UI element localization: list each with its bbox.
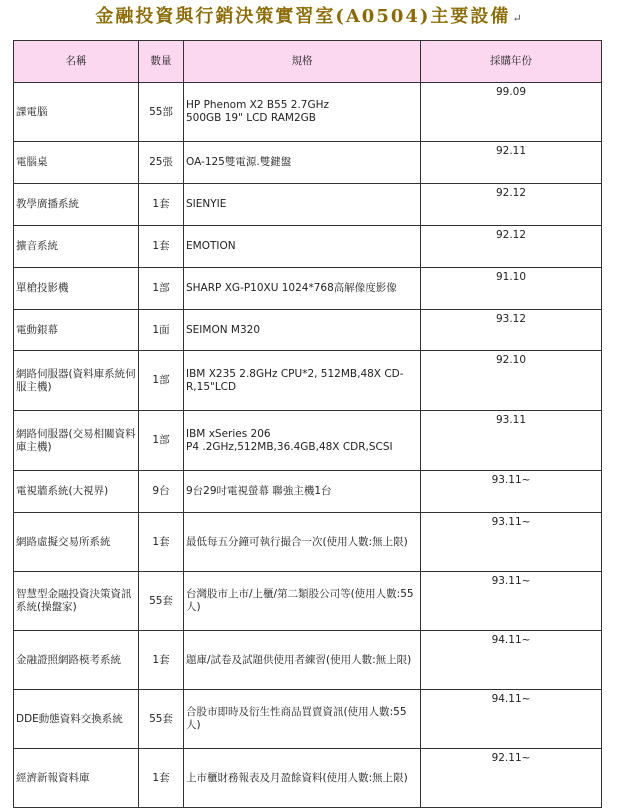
table-row (14, 471, 602, 513)
cell-name: DDE動態資料交換系統 (14, 690, 139, 749)
cell-qty: 1部 (139, 268, 184, 310)
cell-name: 智慧型金融投資決策資訊系統(操盤家) (14, 572, 139, 631)
table-row (14, 749, 602, 808)
cell-name: 網路伺服器(資料庫系統伺服主機) (14, 351, 139, 411)
header-name: 名稱 (14, 41, 139, 83)
cell-spec: 上市櫃財務報表及月盈餘資料(使用人數:無上限) (184, 749, 421, 808)
cell-qty: 1套 (139, 631, 184, 690)
cell-year: 92.12 (421, 184, 602, 226)
cell-spec: IBM xSeries 206 P4 .2GHz,512MB,36.4GB,48X CDR,SCSI (184, 411, 421, 471)
cell-spec: IBM X235 2.8GHz CPU*2, 512MB,48X CD-R,15"LCD (184, 351, 421, 411)
cell-qty: 1套 (139, 513, 184, 572)
cell-name: 擴音系統 (14, 226, 139, 268)
cell-year: 92.10 (421, 351, 602, 411)
cell-year: 91.10 (421, 268, 602, 310)
table-row (14, 268, 602, 310)
header-spec: 規格 (184, 41, 421, 83)
cell-qty: 9台 (139, 471, 184, 513)
cell-name: 單槍投影機 (14, 268, 139, 310)
cell-name: 網路虛擬交易所系統 (14, 513, 139, 572)
cell-name: 網路伺服器(交易相關資料庫主機) (14, 411, 139, 471)
cell-name: 電腦桌 (14, 142, 139, 184)
cell-qty: 1部 (139, 411, 184, 471)
table-row (14, 351, 602, 411)
cell-spec: 合股市即時及衍生性商品買賣資訊(使用人數:55人) (184, 690, 421, 749)
cell-spec: OA-125雙電源.雙鍵盤 (184, 142, 421, 184)
cell-year: 99.09 (421, 83, 602, 142)
table-row (14, 631, 602, 690)
cell-spec: SHARP XG-P10XU 1024*768高解像度影像 (184, 268, 421, 310)
cell-qty: 25張 (139, 142, 184, 184)
cell-year: 93.11~ (421, 572, 602, 631)
cell-year: 92.11 (421, 142, 602, 184)
cell-year: 92.12 (421, 226, 602, 268)
table-row (14, 83, 602, 142)
cell-year: 93.11~ (421, 471, 602, 513)
cell-spec: SIENYIE (184, 184, 421, 226)
cell-name: 電動銀幕 (14, 310, 139, 351)
table-row (14, 572, 602, 631)
cell-name: 課電腦 (14, 83, 139, 142)
cell-qty: 55套 (139, 690, 184, 749)
paragraph-mark: ↵ (512, 12, 524, 25)
cell-year: 93.12 (421, 310, 602, 351)
cell-spec: 最低每五分鐘可執行撮合一次(使用人數:無上限) (184, 513, 421, 572)
cell-qty: 55套 (139, 572, 184, 631)
cell-qty: 1套 (139, 749, 184, 808)
cell-spec: 台灣股市上市/上櫃/第二類股公司等(使用人數:55人) (184, 572, 421, 631)
cell-spec: 題庫/試卷及試題供使用者練習(使用人數:無上限) (184, 631, 421, 690)
cell-name: 教學廣播系統 (14, 184, 139, 226)
cell-spec: SEIMON M320 (184, 310, 421, 351)
cell-year: 94.11~ (421, 631, 602, 690)
title-text: 金融投資與行銷決策實習室(A0504)主要設備 (95, 6, 511, 27)
cell-year: 93.11 (421, 411, 602, 471)
cell-spec: EMOTION (184, 226, 421, 268)
cell-spec: HP Phenom X2 B55 2.7GHz 500GB 19" LCD RAM2GB (184, 83, 421, 142)
cell-qty: 55部 (139, 83, 184, 142)
cell-qty: 1套 (139, 184, 184, 226)
table-row (14, 310, 602, 351)
cell-year: 94.11~ (421, 690, 602, 749)
table-row (14, 411, 602, 471)
header-row (14, 41, 602, 83)
cell-year: 93.11~ (421, 513, 602, 572)
page-title (0, 2, 619, 28)
equipment-table (13, 40, 602, 808)
table-body (14, 83, 602, 808)
table-row (14, 690, 602, 749)
cell-qty: 1面 (139, 310, 184, 351)
cell-name: 經濟新報資料庫 (14, 749, 139, 808)
cell-name: 電視牆系統(大視界) (14, 471, 139, 513)
table-row (14, 226, 602, 268)
cell-year: 92.11~ (421, 749, 602, 808)
cell-qty: 1套 (139, 226, 184, 268)
cell-qty: 1部 (139, 351, 184, 411)
table-row (14, 184, 602, 226)
cell-spec: 9台29吋電視螢幕 聯強主機1台 (184, 471, 421, 513)
header-year: 採購年份 (421, 41, 602, 83)
header-qty: 數量 (139, 41, 184, 83)
table-row (14, 142, 602, 184)
table-row (14, 513, 602, 572)
cell-name: 金融證照網路模考系統 (14, 631, 139, 690)
